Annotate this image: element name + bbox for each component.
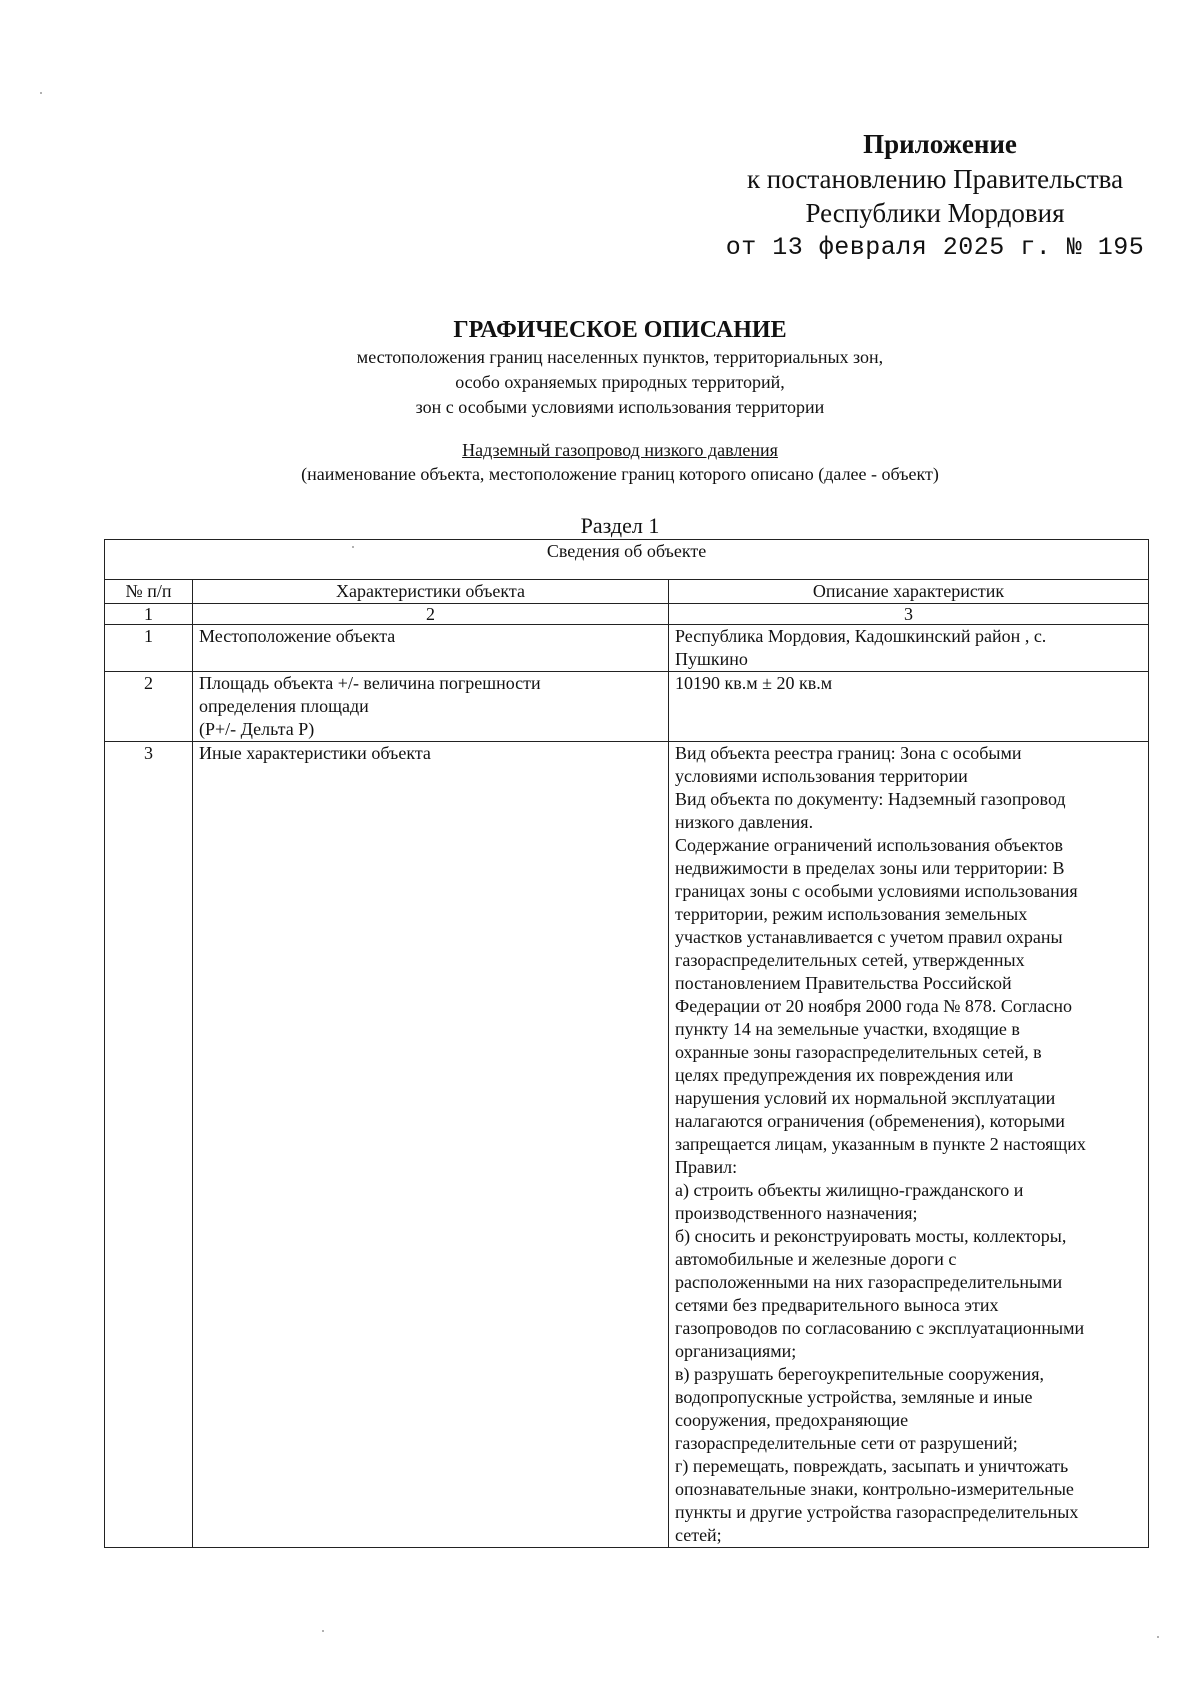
- column-number-row: [105, 604, 1149, 625]
- table-row: [105, 625, 1149, 672]
- table-header-row: [105, 580, 1149, 604]
- row-characteristic: Иные характеристики объекта: [193, 742, 669, 1548]
- table-row: [105, 672, 1149, 742]
- section-label: Раздел 1: [580, 513, 660, 538]
- appendix-title: Приложение: [863, 129, 1017, 159]
- object-info-table: [104, 539, 1149, 1548]
- row-number: 2: [105, 672, 193, 742]
- column-header: Характеристики объекта: [193, 580, 669, 604]
- table-row: [105, 742, 1149, 1548]
- scan-speck: [352, 546, 354, 548]
- subtitle-line: зон с особыми условиями использования территории: [415, 397, 825, 417]
- column-header: № п/п: [105, 580, 193, 604]
- table-title-row: [105, 540, 1149, 580]
- subtitle-line: местоположения границ населенных пунктов, территориальных зон,: [356, 347, 884, 367]
- column-number: 3: [669, 604, 1149, 625]
- row-characteristic: Площадь объекта +/- величина погрешности определения площади (P+/- Дельта P): [193, 672, 669, 742]
- object-name-caption: (наименование объекта, местоположение границ которого описано (далее - объект): [301, 464, 939, 484]
- object-name-block: [0, 438, 1200, 486]
- scan-speck: [40, 92, 42, 94]
- table-title: Сведения об объекте: [105, 540, 1149, 580]
- row-description: 10190 кв.м ± 20 кв.м: [669, 672, 1149, 742]
- row-number: 3: [105, 742, 193, 1548]
- appendix-line-2: Республики Мордовия: [805, 198, 1065, 228]
- subtitle-line: особо охраняемых природных территорий,: [455, 372, 785, 392]
- column-header: Описание характеристик: [669, 580, 1149, 604]
- row-description: Республика Мордовия, Кадошкинский район , с. Пушкино: [669, 625, 1149, 672]
- scan-speck: [322, 1630, 324, 1632]
- appendix-date-line: от 13 февраля 2025 г. № 195: [725, 233, 1145, 262]
- appendix-line-1: к постановлению Правительства: [746, 164, 1124, 194]
- column-number: 1: [105, 604, 193, 625]
- scan-speck: [1157, 1636, 1159, 1638]
- row-description: Вид объекта реестра границ: Зона с особыми условиями использования территории Вид объекта по документу: Надземный газопровод низкого давления. Содержание ограничений использования объектов недвижимости в пределах зоны или территории: В границах зоны с особыми условиями использования территории, режим использования земельных участков устанавливается с учетом правил охраны газораспределительных сетей, утвержденных постановлением Правительства Российской Федерации от 20 ноября 2000 года № 878. Согласно пункту 14 на земельные участки, входящие в охранные зоны газораспределительных сетей, в целях предупреждения их повреждения или нарушения условий их нормальной эксплуатации налагаются ограничения (обременения), которыми запрещается лицам, указанным в пункте 2 настоящих Правил: а) строить объекты жилищно-гражданского и производственного назначения; б) сносить и реконструировать мосты, коллекторы, автомобильные и железные дороги с расположенными на них газораспределительными сетями без предварительного выноса этих газопроводов по согласованию с эксплуатационными организациями; в) разрушать берегоукрепительные сооружения, водопропускные устройства, земляные и иные сооружения, предохраняющие газораспределительные сети от разрушений; г) перемещать, повреждать, засыпать и уничтожать опознавательные знаки, контрольно-измерительные пункты и другие устройства газораспределительных сетей;: [669, 742, 1149, 1548]
- document-title: ГРАФИЧЕСКОЕ ОПИСАНИЕ: [453, 317, 787, 343]
- document-subtitle: [0, 345, 1200, 420]
- row-characteristic: Местоположение объекта: [193, 625, 669, 672]
- column-number: 2: [193, 604, 669, 625]
- row-number: 1: [105, 625, 193, 672]
- object-name: Надземный газопровод низкого давления: [462, 440, 778, 460]
- appendix-block: [715, 126, 1155, 266]
